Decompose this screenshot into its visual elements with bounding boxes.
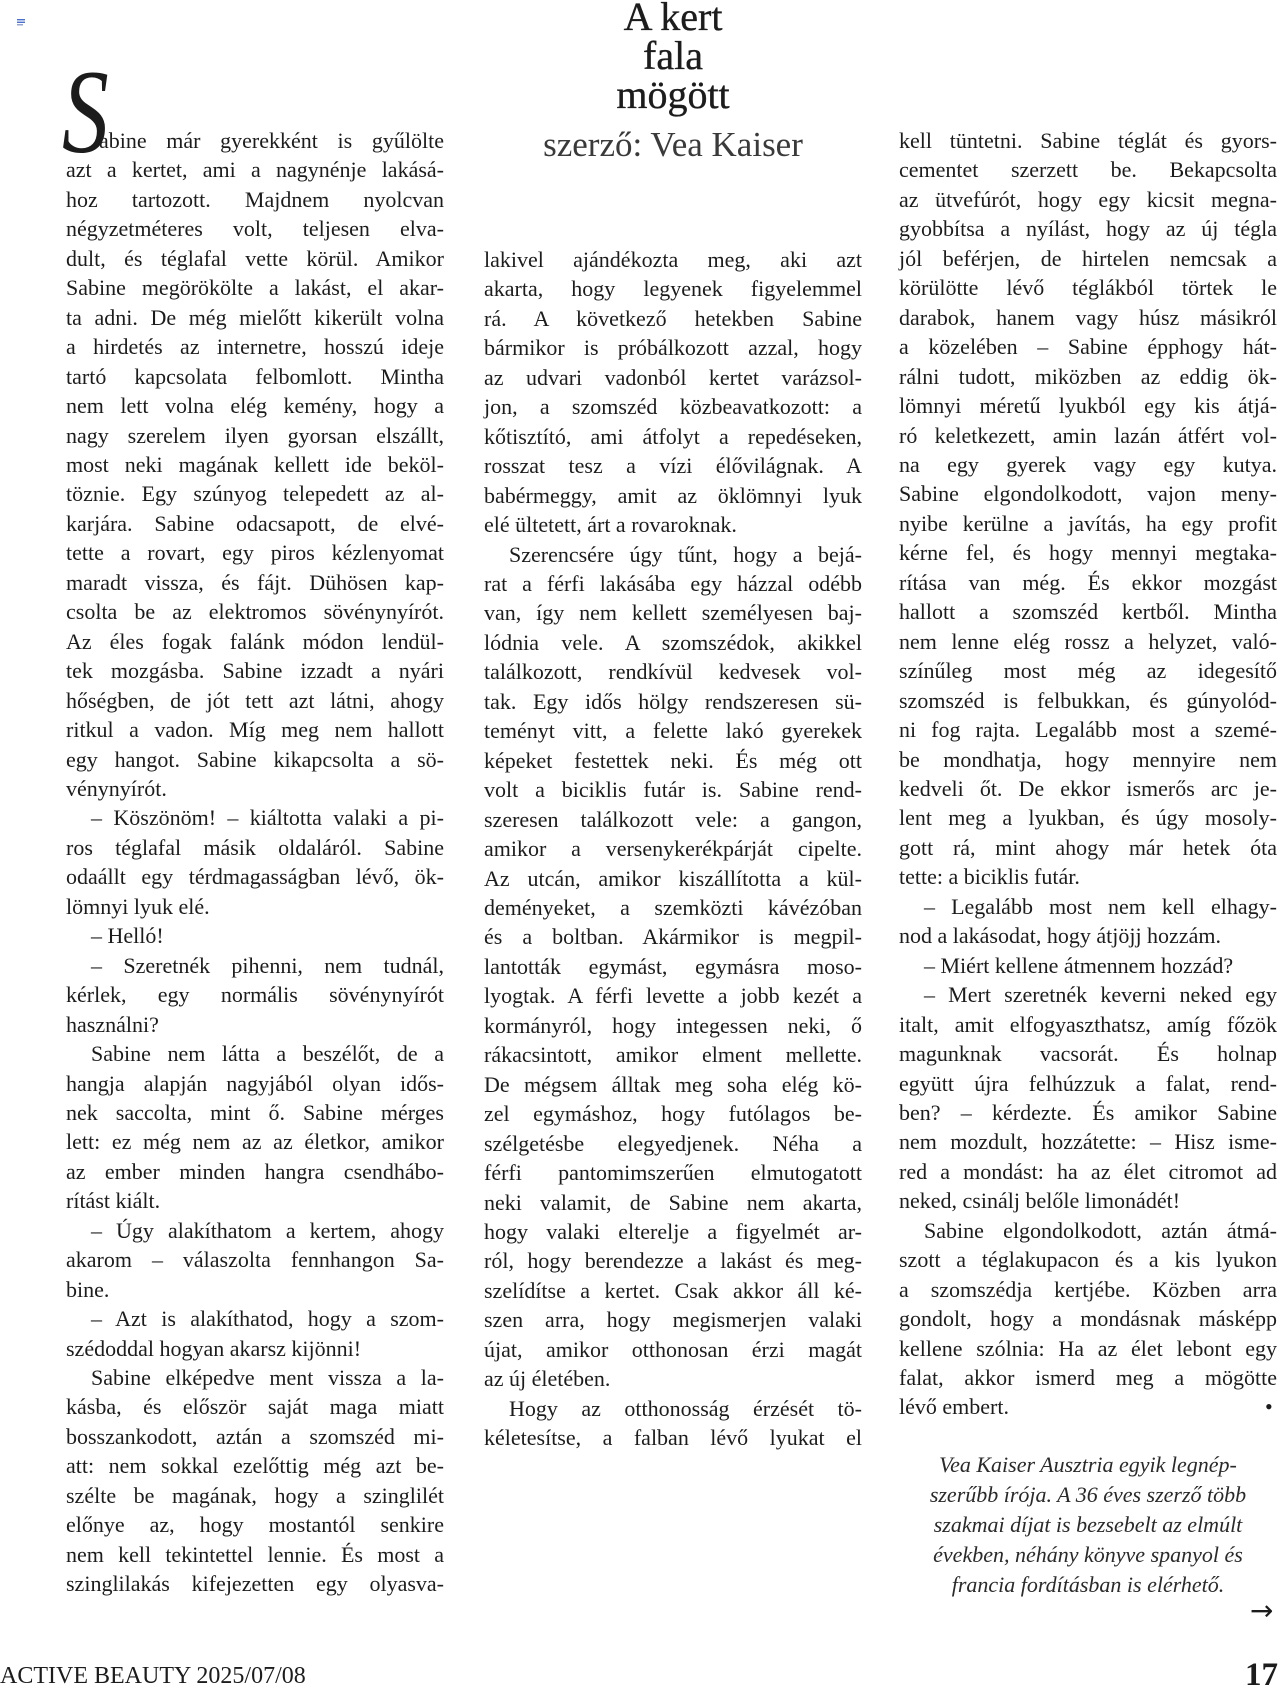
text-line: abine már gyerekként is gyűlölte bbox=[99, 128, 444, 153]
text-line: ról, hogy berendezze a lakást és meg- bbox=[484, 1248, 862, 1274]
text-line: gott rá, mint ahogy már hetek óta bbox=[899, 834, 1277, 860]
article-paragraph bbox=[899, 126, 1277, 892]
article-paragraph bbox=[899, 1216, 1277, 1422]
text-line: kérlek, egy normális sövénynyírót bbox=[66, 982, 444, 1008]
text-line: négyzetméteres volt, teljesen elva- bbox=[66, 216, 444, 242]
text-line: kéletesítse, a falban lévő lyukat el bbox=[484, 1425, 862, 1451]
text-line: nem lett volna elég kemény, hogy a bbox=[66, 393, 444, 419]
text-line: magunknak vacsorát. És holnap bbox=[899, 1041, 1277, 1067]
text-line: szélte be magának, hogy a szinglilét bbox=[66, 1482, 444, 1508]
text-line: maradt vissza, és fájt. Dühösen kap- bbox=[66, 569, 444, 595]
text-line: töznie. Egy szúnyog telepedett az al- bbox=[66, 481, 444, 507]
article-paragraph bbox=[66, 803, 444, 921]
text-line: – Köszönöm! – kiáltotta valaki a pi- bbox=[91, 805, 444, 831]
text-line: előnye az, hogy mostantól senkire bbox=[66, 1512, 444, 1538]
text-line: lömnyi méretű lyukból egy kis átjá- bbox=[899, 393, 1277, 419]
drop-cap: S bbox=[62, 45, 109, 178]
article-paragraph bbox=[66, 1216, 444, 1304]
text-line: nagy szerelem ilyen gyorsan elszállt, bbox=[66, 422, 444, 448]
text-line: kedveli őt. De ekkor ismerős arc je- bbox=[899, 775, 1277, 801]
text-line: – Miért kellene átmennem hozzád? bbox=[924, 952, 1234, 978]
text-line: dult, és téglafal vette körül. Amikor bbox=[66, 245, 444, 271]
text-line: rosszat tesz a vízi élővilágnak. A bbox=[484, 453, 862, 479]
article-paragraph bbox=[66, 1304, 444, 1363]
text-line: szédoddal hogyan akarsz kijönni! bbox=[66, 1335, 362, 1361]
bio-line: francia fordításban is elérhető. bbox=[951, 1571, 1225, 1597]
text-line: hangja alapján nagyjából olyan idős- bbox=[66, 1070, 444, 1096]
text-line: Szerencsére úgy tűnt, hogy a bejá- bbox=[509, 541, 862, 567]
text-line: – Mert szeretnék keverni neked egy bbox=[924, 982, 1277, 1008]
text-line: lévő embert. bbox=[899, 1394, 1009, 1420]
text-line: bine. bbox=[66, 1276, 110, 1302]
text-line: att: nem sokkal ezelőttig még azt be- bbox=[66, 1453, 444, 1479]
text-line: neki valamit, de Sabine nem akarta, bbox=[484, 1189, 862, 1215]
bio-line: Vea Kaiser Ausztria egyik legnép- bbox=[939, 1452, 1237, 1477]
text-line: italt, amit elfogyaszthatsz, amíg főzök bbox=[899, 1011, 1277, 1037]
text-line: Az utcán, amikor kiszállította a kül- bbox=[484, 865, 862, 891]
title-line: fala bbox=[643, 33, 703, 78]
menu-icon[interactable] bbox=[17, 18, 26, 26]
text-line: körülötte lévő téglákból törtek le bbox=[899, 275, 1277, 301]
text-line: – Helló! bbox=[91, 923, 164, 949]
text-line: szen arra, hogy megismerjen valaki bbox=[484, 1307, 862, 1333]
text-line: egy hangot. Sabine kikapcsolta a sö- bbox=[66, 746, 444, 772]
text-line: darabok, hanem vagy húsz másikról bbox=[899, 304, 1277, 330]
text-line: vénynyírót. bbox=[66, 775, 167, 801]
text-line: cementet szerzett be. Bekapcsolta bbox=[899, 157, 1277, 183]
text-line: rítása van még. És ekkor mozgást bbox=[899, 569, 1277, 595]
text-line: nem mozdult, hozzátette: – Hisz isme- bbox=[899, 1129, 1277, 1155]
text-line: rá. A következő hetekben Sabine bbox=[484, 305, 862, 331]
text-line: – Azt is alakíthatod, hogy a szom- bbox=[91, 1306, 444, 1332]
column-right bbox=[899, 126, 1277, 1422]
column-left bbox=[66, 126, 444, 1599]
text-line: nem lenne elég rossz a helyzet, való- bbox=[899, 628, 1277, 654]
text-line: tette: a biciklis futár. bbox=[899, 864, 1080, 890]
article-paragraph bbox=[66, 126, 444, 803]
text-line: falat, akkor ismerd meg a mögötte bbox=[899, 1365, 1277, 1391]
page-number: 17 bbox=[1245, 1657, 1278, 1693]
title-line: mögött bbox=[616, 72, 730, 117]
text-line: képeket festettek neki. És még ott bbox=[484, 747, 862, 773]
text-line: színűleg most még az idegesítő bbox=[899, 658, 1277, 684]
text-line: odaállt egy térdmagasságban lévő, ök- bbox=[66, 864, 444, 890]
text-line: kell tüntetni. Sabine téglát és gyors- bbox=[899, 128, 1277, 153]
text-line: nyibe kerülne a javítás, ha egy profit bbox=[899, 510, 1277, 536]
text-line: akarta, hogy legyenek figyelemmel bbox=[484, 276, 862, 302]
article-paragraph bbox=[66, 921, 444, 950]
text-line: lantották egymást, egymásra moso- bbox=[484, 953, 862, 979]
text-line: az új életében. bbox=[484, 1366, 611, 1392]
text-line: Sabine elgondolkodott, aztán átmá- bbox=[924, 1217, 1277, 1243]
text-line: teményt vitt, a felette lakó gyerekek bbox=[484, 718, 862, 744]
article-paragraph bbox=[484, 540, 862, 1394]
text-line: rálni tudott, miközben az eddig ök- bbox=[899, 363, 1277, 389]
text-line: tek mozgásba. Sabine izzadt a nyári bbox=[66, 658, 444, 684]
text-line: bármikor is próbálkozott azzal, hogy bbox=[484, 335, 862, 361]
text-line: ni fog rajta. Legalább most a szemé- bbox=[899, 717, 1277, 743]
text-line: ró keletkezett, amin lazán átfért vol- bbox=[899, 422, 1277, 448]
end-mark-icon: • bbox=[1265, 1394, 1273, 1419]
text-line: nek saccolta, mint ő. Sabine mérges bbox=[66, 1099, 444, 1125]
text-line: – Úgy alakíthatom a kertem, ahogy bbox=[91, 1217, 444, 1243]
text-line: Sabine nem látta a beszélőt, de a bbox=[91, 1041, 444, 1067]
text-line: gyobbítsa a nyílást, hogy az új tégla bbox=[899, 216, 1277, 242]
text-line: Az éles fogak falánk módon lendül- bbox=[66, 628, 444, 654]
article-title bbox=[484, 0, 862, 117]
text-line: és a boltban. Akármikor is megpil- bbox=[484, 924, 862, 950]
text-line: hallott a szomszéd kertből. Mintha bbox=[899, 599, 1277, 625]
text-line: – Legalább most nem kell elhagy- bbox=[924, 893, 1277, 919]
text-line: jól beférjen, de hirtelen nemcsak a bbox=[899, 245, 1277, 271]
text-line: – Szeretnék pihenni, nem tudnál, bbox=[91, 952, 444, 978]
article-paragraph bbox=[66, 1039, 444, 1216]
text-line: kérne fel, és hogy mennyi megtaka- bbox=[899, 540, 1277, 566]
text-line: rat a férfi lakásába egy házzal odébb bbox=[484, 570, 862, 596]
text-line: amikor a versenykerékpárját cipelte. bbox=[484, 836, 862, 862]
text-line: lent meg a lyukban, és úgy mosoly- bbox=[899, 805, 1277, 831]
text-line: kormányról, hogy integessen neki, ő bbox=[484, 1012, 862, 1038]
publication-footer: ACTIVE BEAUTY 2025/07/08 bbox=[0, 1663, 306, 1689]
text-line: rítást kiált. bbox=[66, 1188, 161, 1214]
article-paragraph bbox=[484, 245, 862, 540]
text-line: csolta be az elektromos sövénynyírót. bbox=[66, 599, 444, 625]
text-line: most neki magának kellett ide beköl- bbox=[66, 451, 444, 477]
text-line: deményeket, a szemközti kávézóban bbox=[484, 894, 862, 920]
text-line: neked, csinálj belőle limonádét! bbox=[899, 1188, 1181, 1214]
text-line: Sabine megörökölte a lakást, el akar- bbox=[66, 275, 444, 301]
text-line: be mondhatja, hogy mennyire nem bbox=[899, 746, 1277, 772]
bio-line: években, néhány könyve spanyol és bbox=[933, 1541, 1243, 1567]
text-line: ben? – kérdezte. És amikor Sabine bbox=[899, 1099, 1277, 1125]
text-line: na egy gyerek vagy egy kutya. bbox=[899, 451, 1277, 477]
text-line: lyogtak. A férfi levette a jobb kezét a bbox=[484, 983, 862, 1009]
text-line: ta adni. De még mielőtt kikerült volna bbox=[66, 304, 444, 330]
article-paragraph bbox=[899, 951, 1277, 980]
text-line: van, így nem kellett személyesen baj- bbox=[484, 600, 862, 626]
text-line: akarom – válaszolta fennhangon Sa- bbox=[66, 1247, 444, 1273]
article-paragraph bbox=[484, 1394, 862, 1453]
text-line: jon, a szomszéd közbeavatkozott: a bbox=[484, 394, 862, 420]
text-line: használni? bbox=[66, 1011, 159, 1037]
text-line: De mégsem álltak meg soha elég kö- bbox=[484, 1071, 862, 1097]
text-line: Hogy az otthonosság érzését tö- bbox=[509, 1395, 862, 1421]
text-line: babérmeggy, amit az öklömnyi lyuk bbox=[484, 482, 862, 508]
text-line: szott a téglakupacon és a kis lyukon bbox=[899, 1247, 1277, 1273]
text-line: kőtisztító, ami átfolyt a repedéseken, bbox=[484, 423, 862, 449]
text-line: szomszéd is felbukkan, és gúnyolód- bbox=[899, 687, 1277, 713]
text-line: azt a kertet, ami a nagynénje lakásá- bbox=[66, 157, 444, 183]
text-line: tette a rovart, egy piros kézlenyomat bbox=[66, 540, 444, 566]
text-line: ritkul a vadon. Míg meg nem hallott bbox=[66, 717, 444, 743]
article-paragraph bbox=[899, 980, 1277, 1216]
column-middle bbox=[484, 245, 862, 1453]
author-bio bbox=[899, 1450, 1277, 1600]
text-line: nem kell tekintettel lennie. És most a bbox=[66, 1541, 444, 1567]
text-line: bosszankodott, aztán a szomszéd mi- bbox=[66, 1423, 444, 1449]
text-line: újat, amikor otthonosan érzi magát bbox=[484, 1336, 862, 1362]
text-line: férfi pantomimszerűen elmutogatott bbox=[484, 1160, 862, 1186]
article-paragraph bbox=[899, 892, 1277, 951]
text-line: Sabine elgondolkodott, vajon meny- bbox=[899, 481, 1277, 507]
text-line: elé ültetett, árt a rovaroknak. bbox=[484, 512, 737, 538]
text-line: karjára. Sabine odacsapott, de elvé- bbox=[66, 510, 444, 536]
bio-line: szakmai díjat is bezsebelt az elmúlt bbox=[933, 1511, 1243, 1537]
text-line: hogy valaki elterelje a figyelmét ar- bbox=[484, 1218, 862, 1244]
text-line: együtt újra felhúzzuk a falat, rend- bbox=[899, 1070, 1277, 1096]
byline: szerző: Vea Kaiser bbox=[543, 125, 803, 164]
text-line: gondolt, hogy a mondásnak másképp bbox=[899, 1306, 1277, 1332]
text-line: lömnyi lyuk elé. bbox=[66, 893, 210, 919]
text-line: zel egymáshoz, hogy futólagos be- bbox=[484, 1101, 862, 1127]
bio-line: szerűbb írója. A 36 éves szerző több bbox=[929, 1481, 1247, 1507]
text-line: tartó kapcsolata felbomlott. Mintha bbox=[66, 363, 444, 389]
text-line: lakivel ajándékozta meg, aki azt bbox=[484, 247, 862, 272]
text-line: szinglilakás kifejezetten egy olyasva- bbox=[66, 1571, 444, 1597]
text-line: a hirdetés az internetre, hosszú ideje bbox=[66, 334, 444, 360]
text-line: találkozott, rendkívül kedvesek vol- bbox=[484, 659, 862, 685]
text-line: lódnia vele. A szomszédok, akikkel bbox=[484, 629, 862, 655]
text-line: lett: ez még nem az az életkor, amikor bbox=[66, 1129, 444, 1155]
text-line: szeresen találkozott vele: a gangon, bbox=[484, 806, 862, 832]
arrow-right-icon: → bbox=[1250, 1594, 1274, 1627]
text-line: az ütvefúrót, hogy egy kicsit megna- bbox=[899, 186, 1277, 212]
text-line: nod a lakásodat, hogy átjöjj hozzám. bbox=[899, 923, 1221, 949]
text-line: szélgetésbe elegyedjenek. Néha a bbox=[484, 1130, 862, 1156]
article-paragraph bbox=[66, 951, 444, 1039]
article-paragraph bbox=[66, 1363, 444, 1599]
text-line: volt a biciklis futár is. Sabine rend- bbox=[484, 777, 862, 803]
text-line: az ember minden hangra csendhábo- bbox=[66, 1158, 444, 1184]
text-line: ros téglafal másik oldaláról. Sabine bbox=[66, 834, 444, 860]
text-line: hoz tartozott. Majdnem nyolcvan bbox=[66, 186, 444, 212]
text-line: kásba, és először saját maga miatt bbox=[66, 1394, 444, 1420]
text-line: szelídítse a kertet. Csak akkor áll ké- bbox=[484, 1277, 862, 1303]
text-line: Sabine elképedve ment vissza a la- bbox=[91, 1365, 444, 1391]
text-line: kellene szólnia: Ha az élet lebont egy bbox=[899, 1335, 1277, 1361]
text-line: hőségben, de jót tett azt látni, ahogy bbox=[66, 687, 444, 713]
text-line: az udvari vadonból kertet varázsol- bbox=[484, 364, 862, 390]
text-line: red a mondást: ha az élet citromot ad bbox=[899, 1158, 1277, 1184]
text-line: rákacsintott, amikor elment mellette. bbox=[484, 1042, 862, 1068]
text-line: a közelében – Sabine épphogy hát- bbox=[899, 334, 1277, 360]
text-line: a szomszédja kertjébe. Közben arra bbox=[899, 1276, 1277, 1302]
title-line: A kert bbox=[623, 0, 723, 39]
text-line: tak. Egy idős hölgy rendszeresen sü- bbox=[484, 688, 862, 714]
